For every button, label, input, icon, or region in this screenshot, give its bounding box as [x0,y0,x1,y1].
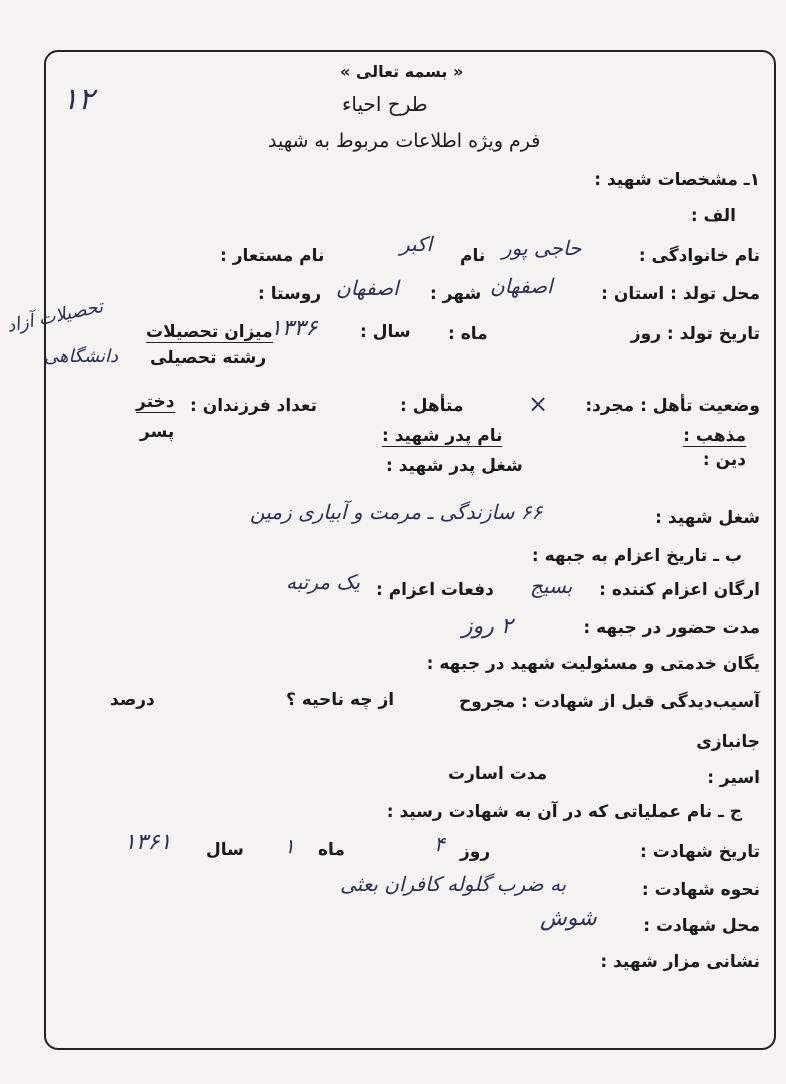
religion-label: مذهب : [683,426,746,446]
city-label: شهر : [430,284,482,304]
martyrdom-year-value: ۱۳۶۱ [124,830,172,855]
martyrdom-year-label: سال [206,840,244,860]
captive-label: اسیر : [707,768,760,788]
dispatch-org-label: ارگان اعزام کننده : [599,580,760,600]
birth-year-label: سال : [360,322,411,342]
area-label: از چه ناحیه ؟ [286,690,395,710]
dispatch-count-value: یک مرتبه [286,570,360,594]
martyrdom-month-value: ۱ [284,834,295,858]
children-label: تعداد فرزندان : [190,396,318,416]
province-value: اصفهان [490,274,553,298]
first-name-label: نام [460,246,486,266]
section-3-heading: ج ـ نام عملیاتی که در آن به شهادت رسید : [386,802,742,822]
martyr-job-label: شغل شهید : [655,508,760,528]
birth-month-label: ماه : [448,324,488,344]
martyrdom-month-label: ماه [318,840,345,860]
veteran-label: جانبازی [696,732,760,752]
martyr-job-value: ۶۶ سازندگی ـ مرمت و آبیاری زمین [250,500,543,524]
manner-value: به ضرب گلوله کافران بعثی [340,872,567,896]
village-label: روستا : [258,284,322,304]
sons-label: پسر [140,422,175,442]
martyrdom-date-label: تاریخ شهادت : [640,842,760,862]
birth-year-value: ۱۳۳۶ [270,316,318,341]
project-title: طرح احیاء [342,92,428,116]
presence-value: ۲ روز [462,614,513,639]
presence-label: مدت حضور در جبهه : [583,618,760,638]
birthplace-label: محل تولد : استان : [601,284,760,304]
family-name-label: نام خانوادگی : [638,246,760,266]
single-mark: × [528,390,549,418]
martyrdom-day-label: روز [460,842,491,862]
form-title: فرم ویژه اطلاعات مربوط به شهید [268,130,541,152]
section-1-heading: ۱ـ مشخصات شهید : [594,170,760,190]
page-number: ۱۲ [62,82,95,117]
alias-label: نام مستعار : [220,246,325,266]
place-value: شوش [540,906,597,931]
faith-label: دین : [702,450,746,470]
education-label: میزان تحصیلات [146,322,273,342]
field-value: دانشگاهی [44,346,119,367]
married-label: متأهل : [400,396,464,416]
daughters-label: دختر [136,392,175,412]
section-2-heading: ب ـ تاریخ اعزام به جبهه : [531,546,742,566]
sub-alef: الف : [690,206,736,226]
captivity-label: مدت اسارت [448,764,548,784]
father-job-label: شغل پدر شهید : [386,456,523,476]
city-value: اصفهان [336,276,399,300]
martyrdom-day-value: ۴ [434,832,445,856]
place-label: محل شهادت : [643,916,760,936]
manner-label: نحوه شهادت : [641,880,760,900]
percent-label: درصد [110,690,155,710]
injury-label: آسیب‌دیدگی قبل از شهادت : مجروح [458,692,760,712]
grave-label: نشانی مزار شهید : [600,952,760,972]
marital-label: وضعیت تأهل : مجرد: [585,396,760,416]
bismillah: « بسمه تعالی » [340,62,464,81]
birthdate-label: تاریخ تولد : روز [630,324,760,344]
family-name-value: حاجی پور [502,236,582,260]
unit-label: یگان خدمتی و مسئولیت شهید در جبهه : [426,654,760,674]
dispatch-count-label: دفعات اعزام : [376,580,494,600]
dispatch-org-value: بسیج [530,574,573,598]
father-name-label: نام پدر شهید : [382,426,503,446]
first-name-value: اکبر [400,232,433,256]
field-label: رشته تحصیلی [150,348,267,368]
education-value: تحصیلات آزاد [4,296,105,337]
